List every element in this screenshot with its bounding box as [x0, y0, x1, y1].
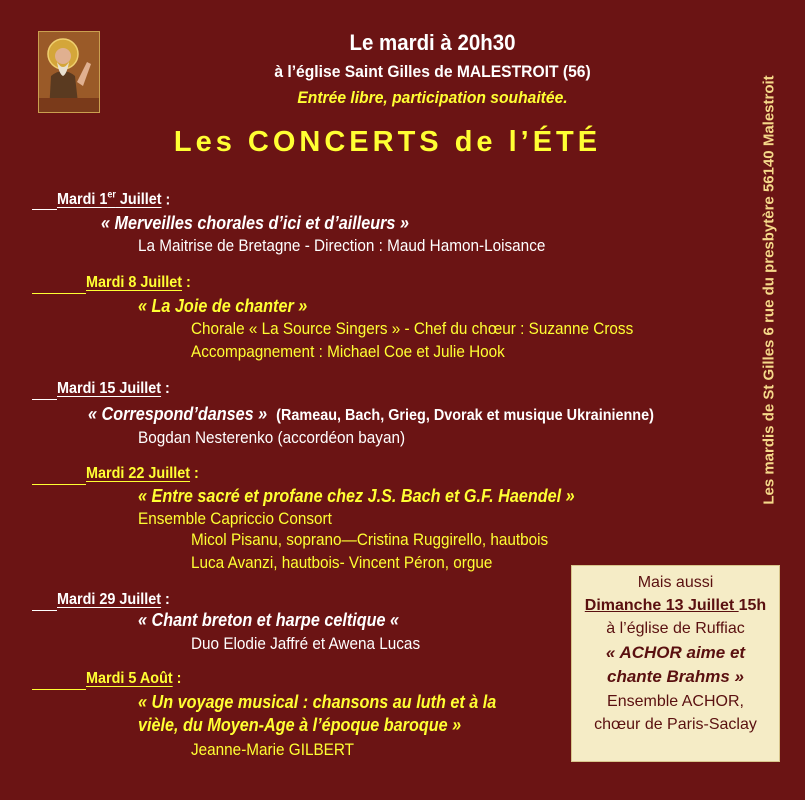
concert-5-date: Mardi 29 Juillet : — [57, 591, 170, 608]
concert-1-line-1: La Maitrise de Bretagne - Direction : Maud Hamon-Loisance — [138, 236, 546, 255]
concert-4-line-2: Micol Pisanu, soprano—Cristina Ruggirello, hautbois — [191, 530, 549, 549]
concert-2-title: « La Joie de chanter » — [138, 296, 308, 316]
concert-3-title: « Correspond’danses » (Rameau, Bach, Grieg, Dvorak et musique Ukrainienne) — [88, 404, 654, 424]
mais-aussi-box — [571, 565, 780, 762]
concert-3-line-1: Bogdan Nesterenko (accordéon bayan) — [138, 428, 406, 447]
concert-4-title: « Entre sacré et profane chez J.S. Bach et G.F. Haendel » — [138, 486, 575, 506]
aussi-place: à l’église de Ruffiac — [606, 620, 745, 637]
concert-4-line-1: Ensemble Capriccio Consort — [138, 509, 332, 528]
page-title: Les CONCERTS de l’ÉTÉ — [173, 126, 602, 158]
header-time: Le mardi à 20h30 — [349, 30, 516, 55]
concert-4-line-3: Luca Avanzi, hautbois- Vincent Péron, orgue — [191, 553, 493, 572]
concert-6-date: Mardi 5 Août : — [86, 670, 182, 687]
concert-6-rule — [32, 689, 86, 690]
concert-2-line-1: Chorale « La Source Singers » - Chef du chœur : Suzanne Cross — [191, 319, 634, 338]
header-entry: Entrée libre, participation souhaitée. — [297, 88, 568, 107]
concert-6-line-1: Jeanne-Marie GILBERT — [191, 740, 354, 759]
concert-2-rule — [32, 293, 86, 294]
concert-1-rule — [32, 209, 57, 210]
header-place: à l’église Saint Gilles de MALESTROIT (56) — [274, 62, 591, 81]
concert-6-title-line-2: vièle, du Moyen-Age à l’époque baroque » — [138, 715, 462, 735]
concert-3-date: Mardi 15 Juillet : — [57, 380, 170, 397]
concert-3-rule — [32, 399, 57, 400]
concert-1-date: Mardi 1er Juillet : — [57, 190, 171, 209]
concert-5-line-1: Duo Elodie Jaffré et Awena Lucas — [191, 634, 421, 653]
aussi-heading: Mais aussi — [637, 574, 714, 591]
concert-4-rule — [32, 484, 86, 485]
aussi-title-line-1: « ACHOR aime et — [605, 643, 746, 662]
concert-5-title: « Chant breton et harpe celtique « — [138, 610, 400, 630]
side-address: Les mardis de St Gilles 6 rue du presbytère 56140 Malestroit — [760, 75, 778, 505]
aussi-title-line-2: chante Brahms » — [607, 667, 744, 686]
concert-6-title-line-1: « Un voyage musical : chansons au luth et à la — [138, 692, 497, 712]
aussi-date: Dimanche 13 Juillet 15h — [584, 597, 767, 614]
concert-2-line-2: Accompagnement : Michael Coe et Julie Hook — [191, 342, 505, 361]
concert-1-title: « Merveilles chorales d’ici et d’ailleurs » — [101, 213, 409, 233]
concert-2-date: Mardi 8 Juillet : — [86, 274, 191, 291]
aussi-ensemble: Ensemble ACHOR, — [607, 693, 744, 710]
concert-5-rule — [32, 610, 57, 611]
concert-4-date: Mardi 22 Juillet : — [86, 465, 199, 482]
aussi-choir: chœur de Paris-Saclay — [594, 716, 757, 733]
saint-icon — [38, 31, 100, 113]
